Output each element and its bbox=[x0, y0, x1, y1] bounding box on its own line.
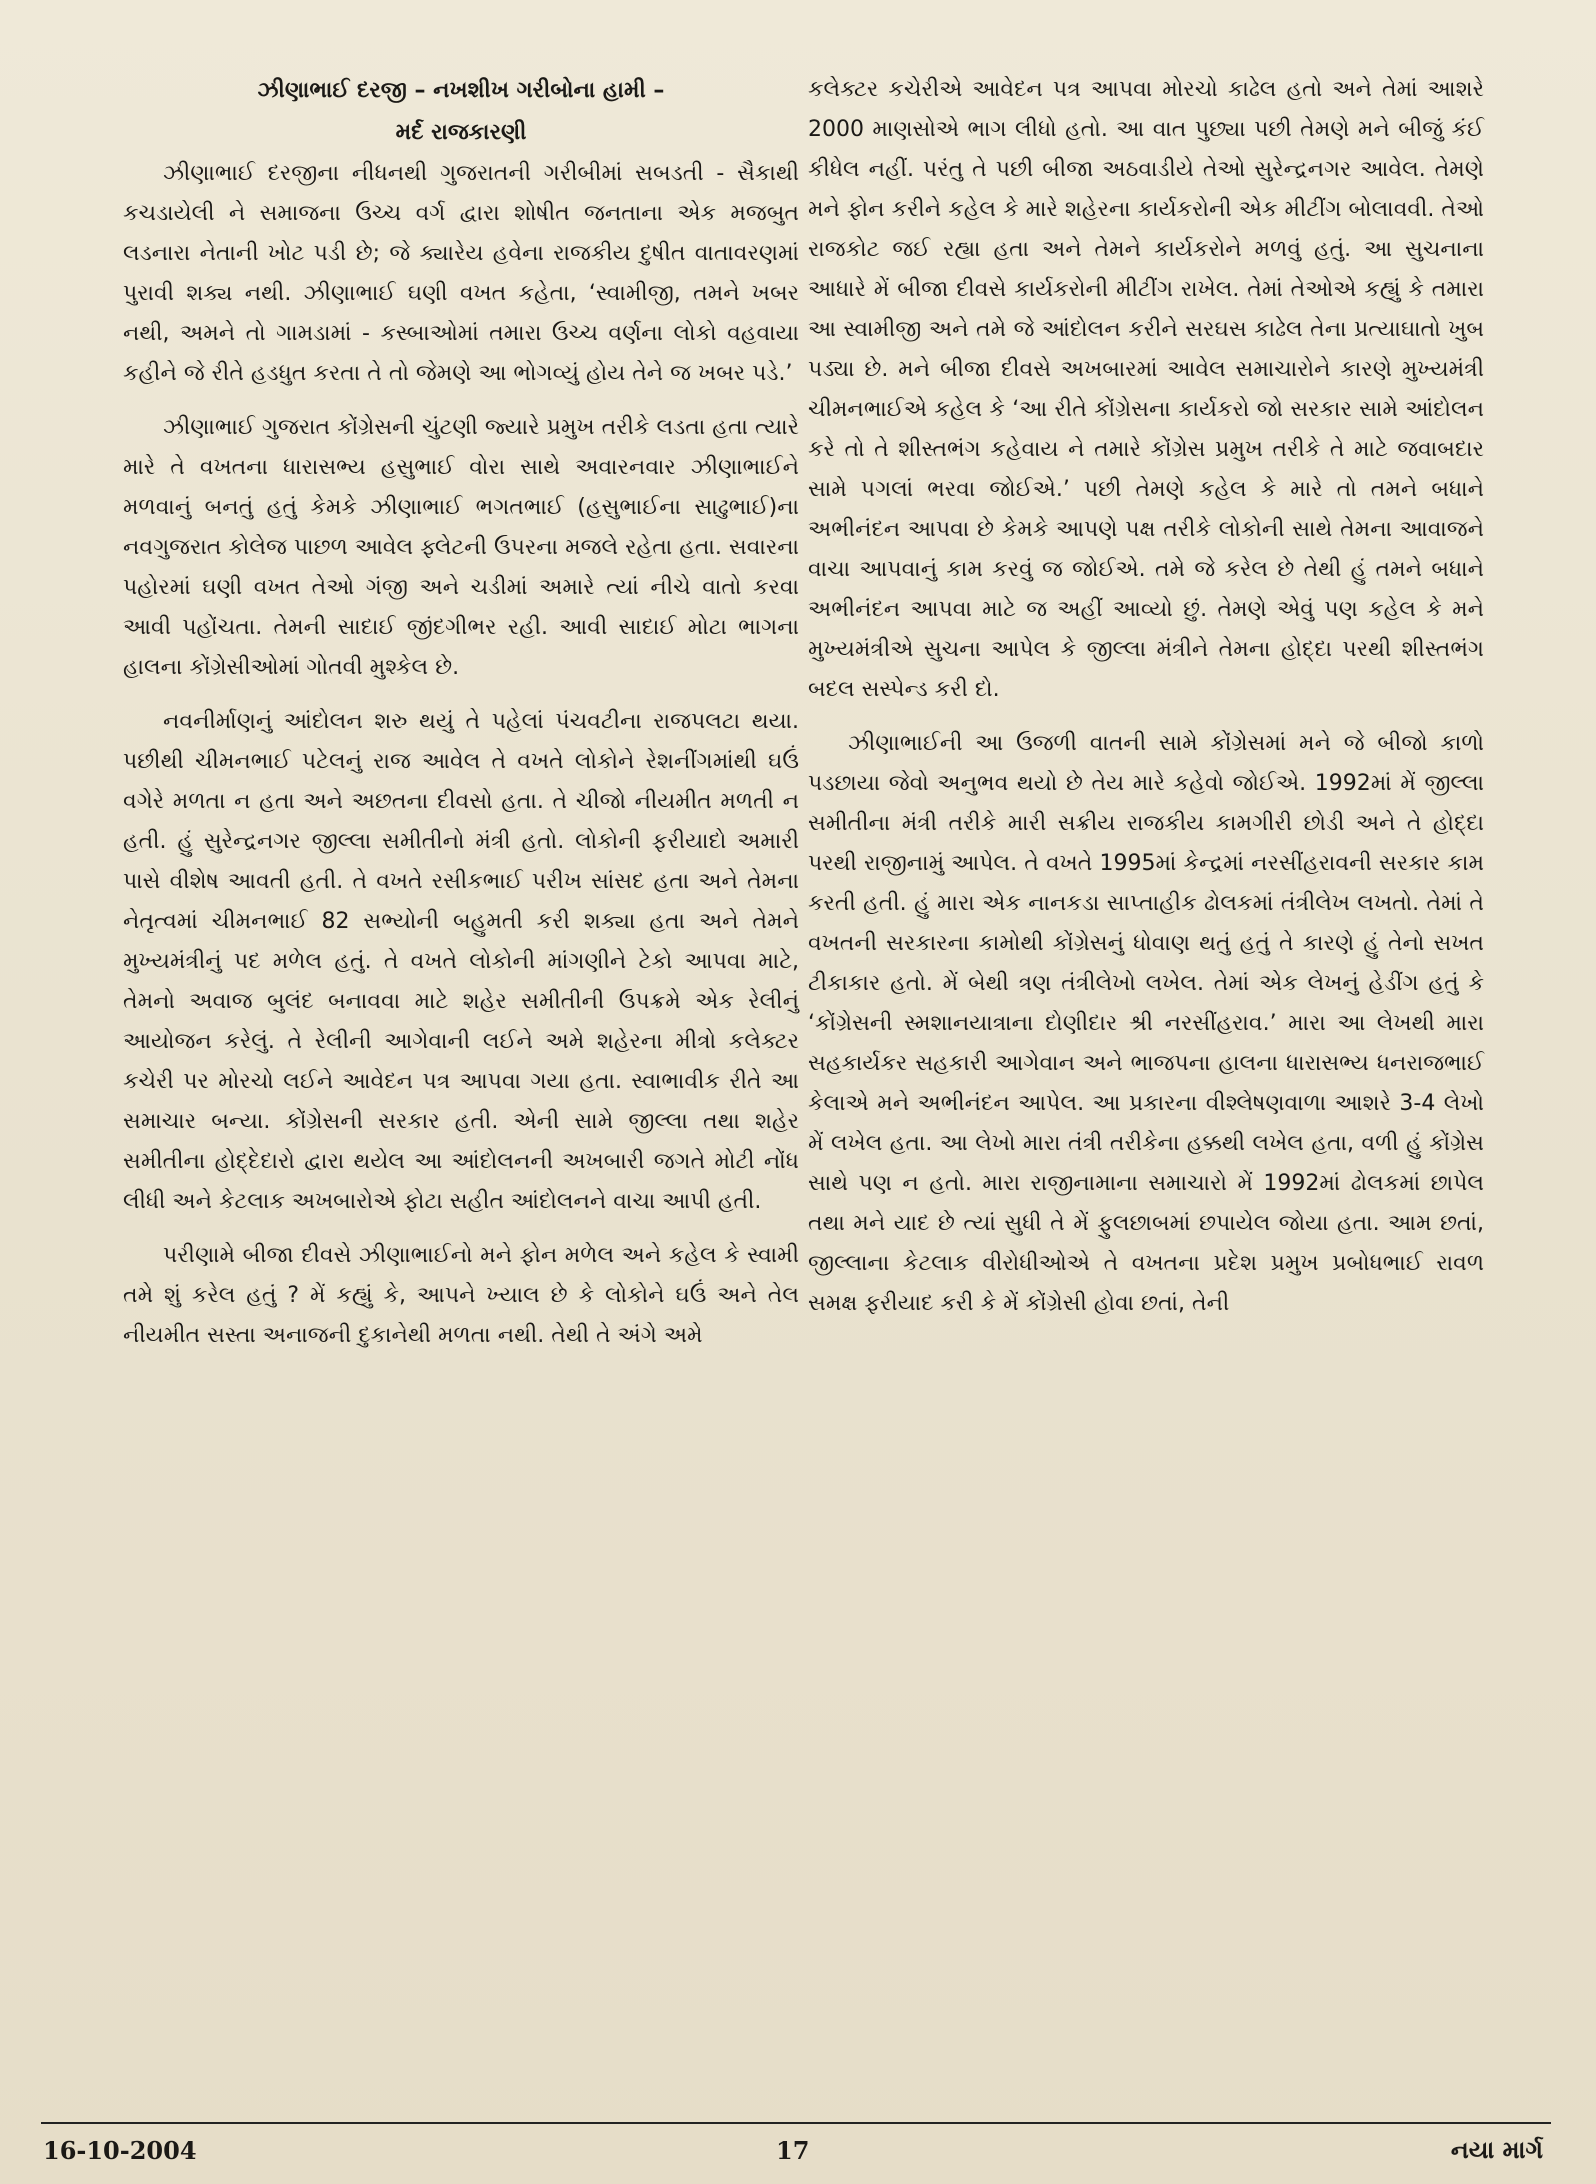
right-column bbox=[808, 70, 1484, 1338]
left-column bbox=[123, 70, 799, 1370]
page-number: 17 bbox=[776, 2136, 810, 2165]
paragraph: ઝીણાભાઈ ગુજરાત કોંગ્રેસની ચુંટણી જ્યારે પ્રમુખ તરીકે લડતા હતા ત્યારે મારે તે વખતના ધારાસભ્ય હસુભાઈ વોરા સાથે અવારનવાર ઝીણાભાઈને મળવાનું બનતું હતું કેમકે ઝીણાભાઈ ભગતભાઈ (હસુભાઈના સાઢુભાઈ)ના નવગુજરાત કોલેજ પાછળ આવેલ ફ્લેટની ઉપરના મજલે રહેતા હતા. સવારના પહોરમાં ઘણી વખત તેઓ ગંજી અને ચડીમાં અમારે ત્યાં નીચે વાતો કરવા આવી પહોંચતા. તેમની સાદાઈ જીંદગીભર રહી. આવી સાદાઈ મોટા ભાગના હાલના કોંગ્રેસીઓમાં ગોતવી મુશ્કેલ છે. bbox=[123, 415, 799, 680]
issue-date: 16-10-2004 bbox=[43, 2136, 197, 2165]
paragraph: પરીણામે બીજા દીવસે ઝીણાભાઈનો મને ફોન મળેલ અને કહેલ કે સ્વામી તમે શું કરેલ હતું ? મેં કહ્યું કે, આપને ખ્યાલ છે કે લોકોને ઘઉં અને તેલ નીયમીત સસ્તા અનાજની દુકાનેથી મળતા નથી. તેથી તે અંગે અમે bbox=[123, 1243, 799, 1348]
paragraph: ઝીણાભાઈની આ ઉજળી વાતની સામે કોંગ્રેસમાં મને જે બીજો કાળો પડછાયા જેવો અનુભવ થયો છે તેય મારે કહેવો જોઈએ. 1992માં મેં જીલ્લા સમીતીના મંત્રી તરીકે મારી સક્રીય રાજકીય કામગીરી છોડી અને તે હોદ્દા પરથી રાજીનામું આપેલ. તે વખતે 1995માં કેન્દ્રમાં નરસીંહરાવની સરકાર કામ કરતી હતી. હું મારા એક નાનકડા સાપ્તાહીક ઢોલકમાં તંત્રીલેખ લખતો. તેમાં તે વખતની સરકારના કામોથી કોંગ્રેસનું ધોવાણ થતું હતું તે કારણે હું તેનો સખત ટીકાકાર હતો. મેં બેથી ત્રણ તંત્રીલેખો લખેલ. તેમાં એક લેખનું હેડીંગ હતું કે ‘કોંગ્રેસની સ્મશાનયાત્રાના દોણીદાર શ્રી નરસીંહરાવ.’ મારા આ લેખથી મારા સહકાર્યકર સહકારી આગેવાન અને ભાજપના હાલના ધારાસભ્ય ધનરાજભાઈ કેલાએ મને અભીનંદન આપેલ. આ પ્રકારના વીશ્લેષણવાળા આશરે 3-4 લેખો મેં લખેલ હતા. આ લેખો મારા તંત્રી તરીકેના હક્કથી લખેલ હતા, વળી હું કોંગ્રેસ સાથે પણ ન હતો. મારા રાજીનામાના સમાચારો મેં 1992માં ઢોલકમાં છાપેલ તથા મને યાદ છે ત્યાં સુધી તે મેં ફુલછાબમાં છપાયેલ જોયા હતા. આમ છતાં, જીલ્લાના કેટલાક વીરોધીઓએ તે વખતના પ્રદેશ પ્રમુખ પ્રબોધભાઈ રાવળ સમક્ષ ફરીયાદ કરી કે મેં કોંગ્રેસી હોવા છતાં, તેની bbox=[808, 731, 1484, 1316]
footer-divider bbox=[41, 2122, 1551, 2124]
article-title-line-2: મર્દ રાજકારણી bbox=[395, 120, 527, 145]
page-footer bbox=[41, 2136, 1551, 2176]
paragraph: ઝીણાભાઈ દરજીના નીધનથી ગુજરાતની ગરીબીમાં સબડતી - સૈકાથી કચડાયેલી ને સમાજના ઉચ્ચ વર્ગ દ્વારા શોષીત જનતાના એક મજબુત લડનારા નેતાની ખોટ પડી છે; જે ક્યારેય હવેના રાજકીય દુષીત વાતાવરણમાં પુરાવી શક્ય નથી. ઝીણાભાઈ ઘણી વખત કહેતા, ‘સ્વામીજી, તમને ખબર નથી, અમને તો ગામડામાં - કસ્બાઓમાં તમારા ઉચ્ચ વર્ણના લોકો વહવાયા કહીને જે રીતે હડધુત કરતા તે તો જેમણે આ ભોગવ્યું હોય તેને જ ખબર પડે.’ bbox=[123, 161, 799, 386]
paragraph: કલેક્ટર કચેરીએ આવેદન પત્ર આપવા મોરચો કાઢેલ હતો અને તેમાં આશરે 2000 માણસોએ ભાગ લીધો હતો. આ વાત પુછ્યા પછી તેમણે મને બીજું કંઈ કીધેલ નહીં. પરંતુ તે પછી બીજા અઠવાડીયે તેઓ સુરેન્દ્રનગર આવેલ. તેમણે મને ફોન કરીને કહેલ કે મારે શહેરના કાર્યકરોની એક મીટીંગ બોલાવવી. તેઓ રાજકોટ જઈ રહ્યા હતા અને તેમને કાર્યકરોને મળવું હતું. આ સુચનાના આધારે મેં બીજા દીવસે કાર્યકરોની મીટીંગ રાખેલ. તેમાં તેઓએ કહ્યું કે તમારા આ સ્વામીજી અને તમે જે આંદોલન કરીને સરઘસ કાઢેલ તેના પ્રત્યાઘાતો ખુબ પડ્યા છે. મને બીજા દીવસે અખબારમાં આવેલ સમાચારોને કારણે મુખ્યમંત્રી ચીમનભાઈએ કહેલ કે ‘આ રીતે કોંગ્રેસના કાર્યકરો જો સરકાર સામે આંદોલન કરે તો તે શીસ્તભંગ કહેવાય ને તમારે કોંગ્રેસ પ્રમુખ તરીકે તે માટે જવાબદાર સામે પગલાં ભરવા જોઈએ.’ પછી તેમણે કહેલ કે મારે તો તમને બધાને અભીનંદન આપવા છે કેમકે આપણે પક્ષ તરીકે લોકોની સાથે તેમના આવાજને વાચા આપવાનું કામ કરવું જ જોઈએ. તમે જે કરેલ છે તેથી હું તમને બધાને અભીનંદન આપવા માટે જ અહીં આવ્યો છું. તેમણે એવું પણ કહેલ કે મને મુખ્યમંત્રીએ સુચના આપેલ કે જીલ્લા મંત્રીને તેમના હોદ્દા પરથી શીસ્તભંગ બદલ સસ્પેન્ડ કરી દો. bbox=[808, 77, 1484, 702]
paragraph: નવનીર્માણનું આંદોલન શરુ થયું તે પહેલાં પંચવટીના રાજપલટા થયા. પછીથી ચીમનભાઈ પટેલનું રાજ આવેલ તે વખતે લોકોને રેશનીંગમાંથી ઘઉં વગેરે મળતા ન હતા અને અછતના દીવસો હતા. તે ચીજો નીયમીત મળતી ન હતી. હું સુરેન્દ્રનગર જીલ્લા સમીતીનો મંત્રી હતો. લોકોની ફરીયાદો અમારી પાસે વીશેષ આવતી હતી. તે વખતે રસીકભાઈ પરીખ સાંસદ હતા અને તેમના નેતૃત્વમાં ચીમનભાઈ 82 સભ્યોની બહુમતી કરી શક્યા હતા અને તેમને મુખ્યમંત્રીનું પદ મળેલ હતું. તે વખતે લોકોની માંગણીને ટેકો આપવા માટે, તેમનો અવાજ બુલંદ બનાવવા માટે શહેર સમીતીની ઉપક્રમે એક રેલીનું આયોજન કરેલું. તે રેલીની આગેવાની લઈને અમે શહેરના મીત્રો કલેક્ટર કચેરી પર મોરચો લઈને આવેદન પત્ર આપવા ગયા હતા. સ્વાભાવીક રીતે આ સમાચાર બન્યા. કોંગ્રેસની સરકાર હતી. એની સામે જીલ્લા તથા શહેર સમીતીના હોદ્દેદારો દ્વારા થયેલ આ આંદોલનની અખબારી જગતે મોટી નોંધ લીધી અને કેટલાક અખબારોએ ફોટા સહીત આંદોલનને વાચા આપી હતી. bbox=[123, 709, 799, 1214]
journal-name: નયા માર્ગ bbox=[1450, 2136, 1543, 2164]
article-title-line-1: ઝીણાભાઈ દરજી – નખશીખ ગરીબોના હામી – bbox=[257, 78, 665, 103]
